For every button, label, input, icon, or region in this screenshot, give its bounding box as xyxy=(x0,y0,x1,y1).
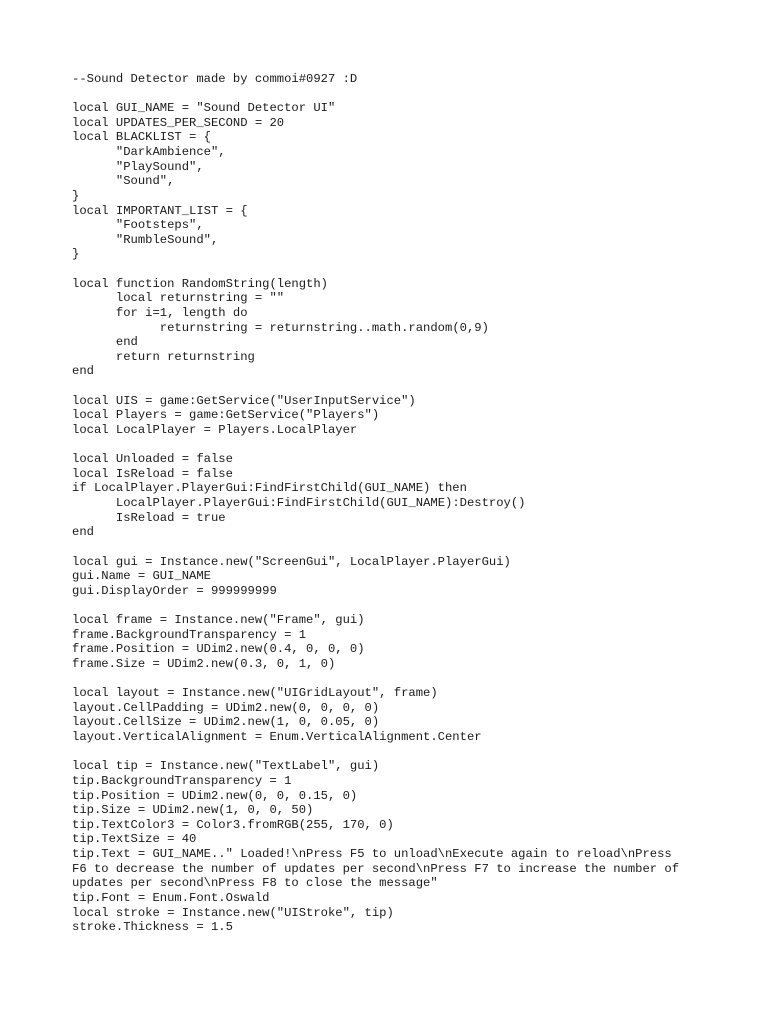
code-line: local Unloaded = false xyxy=(72,452,233,467)
code-line: local GUI_NAME = "Sound Detector UI" xyxy=(72,101,336,116)
code-line xyxy=(72,745,712,760)
code-line: local stroke = Instance.new("UIStroke", tip) xyxy=(72,905,394,920)
code-line: F6 to decrease the number of updates per second\nPress F7 to increase the number of xyxy=(72,861,680,876)
code-line: gui.Name = GUI_NAME xyxy=(72,569,211,584)
code-line: frame.Size = UDim2.new(0.3, 0, 1, 0) xyxy=(72,656,336,671)
code-line: tip.TextColor3 = Color3.fromRGB(255, 170, 0) xyxy=(72,817,394,832)
code-line: return returnstring xyxy=(72,349,255,364)
code-line: stroke.Thickness = 1.5 xyxy=(72,920,233,935)
code-line: layout.CellPadding = UDim2.new(0, 0, 0, 0) xyxy=(72,700,380,715)
code-line: local function RandomString(length) xyxy=(72,276,328,291)
code-line: tip.BackgroundTransparency = 1 xyxy=(72,773,292,788)
code-line: local UPDATES_PER_SECOND = 20 xyxy=(72,115,285,130)
code-line: "DarkAmbience", xyxy=(72,145,226,160)
code-line: if LocalPlayer.PlayerGui:FindFirstChild(GUI_NAME) then xyxy=(72,481,467,496)
code-line: --Sound Detector made by commoi#0927 :D xyxy=(72,72,358,86)
code-line: local layout = Instance.new("UIGridLayout", frame) xyxy=(72,686,438,701)
code-line xyxy=(72,379,712,394)
code-line: layout.VerticalAlignment = Enum.VerticalAlignment.Center xyxy=(72,730,482,745)
code-line: LocalPlayer.PlayerGui:FindFirstChild(GUI_NAME):Destroy() xyxy=(72,496,526,511)
code-line: tip.Text = GUI_NAME.." Loaded!\nPress F5 to unload\nExecute again to reload\nPress xyxy=(72,847,672,861)
code-line xyxy=(72,598,712,613)
code-line: "Sound", xyxy=(72,174,175,189)
code-line: tip.TextSize = 40 xyxy=(72,832,197,847)
code-line: local IsReload = false xyxy=(72,466,233,481)
code-line: } xyxy=(72,247,80,262)
code-line: local gui = Instance.new("ScreenGui", LocalPlayer.PlayerGui) xyxy=(72,554,511,569)
code-line: for i=1, length do xyxy=(72,305,248,320)
code-line: gui.DisplayOrder = 999999999 xyxy=(72,583,277,598)
code-line: local UIS = game:GetService("UserInputService") xyxy=(72,393,416,408)
code-line: end xyxy=(72,335,138,350)
code-line xyxy=(72,438,712,453)
code-line xyxy=(72,672,712,687)
code-line: returnstring = returnstring..math.random(0,9) xyxy=(72,320,489,335)
code-line: "RumbleSound", xyxy=(72,232,219,247)
code-line xyxy=(72,87,712,102)
code-line: } xyxy=(72,188,80,203)
code-listing xyxy=(72,72,712,935)
code-line: end xyxy=(72,364,94,379)
code-line: tip.Size = UDim2.new(1, 0, 0, 50) xyxy=(72,803,314,818)
code-line: local BLACKLIST = { xyxy=(72,130,211,145)
code-line: frame.Position = UDim2.new(0.4, 0, 0, 0) xyxy=(72,642,365,657)
code-line: local Players = game:GetService("Players") xyxy=(72,408,380,423)
code-line: updates per second\nPress F8 to close the message" xyxy=(72,876,438,891)
code-line: layout.CellSize = UDim2.new(1, 0, 0.05, 0) xyxy=(72,715,380,730)
code-line xyxy=(72,540,712,555)
code-line: local tip = Instance.new("TextLabel", gui) xyxy=(72,759,380,774)
code-line: end xyxy=(72,525,94,540)
code-line: "Footsteps", xyxy=(72,218,204,233)
code-line: local frame = Instance.new("Frame", gui) xyxy=(72,613,365,628)
code-line: tip.Font = Enum.Font.Oswald xyxy=(72,890,270,905)
code-line: local IMPORTANT_LIST = { xyxy=(72,203,248,218)
code-line: local LocalPlayer = Players.LocalPlayer xyxy=(72,422,358,437)
code-line: frame.BackgroundTransparency = 1 xyxy=(72,627,307,642)
code-line: "PlaySound", xyxy=(72,159,204,174)
code-line: IsReload = true xyxy=(72,510,226,525)
code-line: tip.Position = UDim2.new(0, 0, 0.15, 0) xyxy=(72,788,358,803)
code-line xyxy=(72,262,712,277)
code-line: local returnstring = "" xyxy=(72,291,285,306)
